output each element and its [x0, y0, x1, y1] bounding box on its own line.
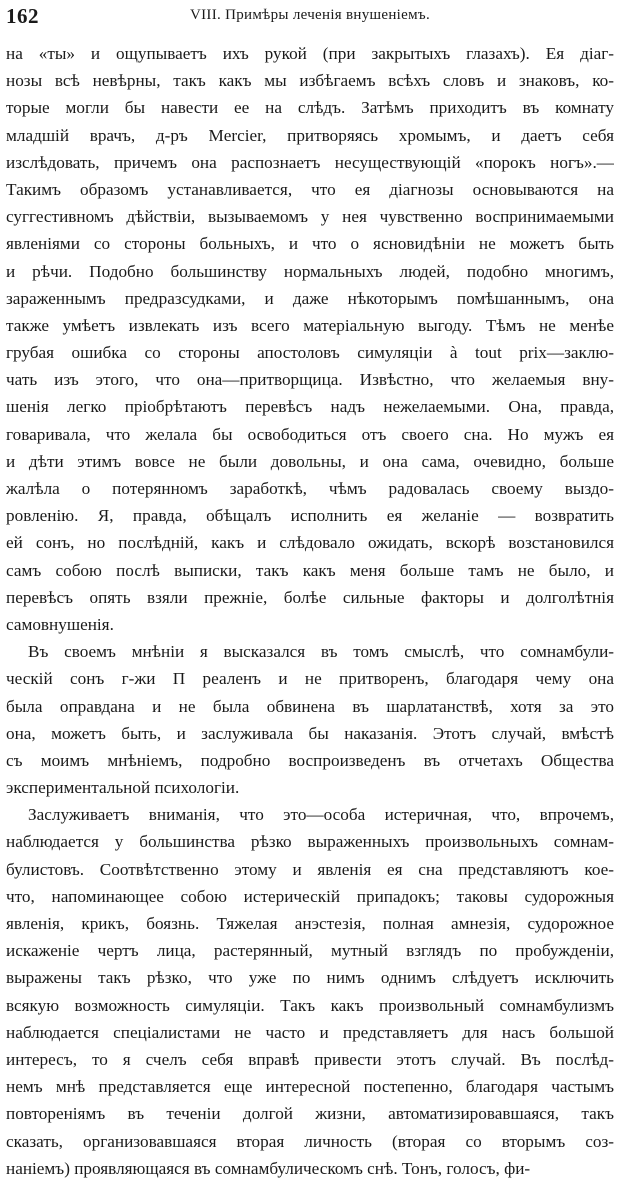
text-line: была оправдана и не была обвинена въ шарлатанствѣ, хотя за это — [6, 696, 614, 716]
text-line: жалѣла о потерянномъ заработкѣ, чѣмъ радовалась своему выздо- — [6, 479, 614, 498]
text-line: нозы всѣ невѣрны, такъ какъ мы избѣгаемъ всѣхъ словъ и знаковъ, ко- — [6, 71, 614, 91]
text-line: ей сонъ, но послѣдній, какъ и слѣдовало ожидать, вскорѣ возстановился — [6, 533, 614, 553]
text-line: изслѣдовать, причемъ она распознаетъ несуществующій «порокъ ногъ».— — [6, 152, 614, 172]
text-line: что, напоминающее собою истерическій припадокъ; таковы судорожныя — [6, 886, 614, 906]
text-line: ческій сонъ г-жи П реаленъ и не притворенъ, благодаря чему она — [6, 669, 614, 689]
text-line: наблюдается спеціалистами не часто и представляетъ для насъ большой — [6, 1022, 614, 1042]
text-line: явленія, крикъ, боязнь. Тяжелая анэстезія, полная амнезія, судорожное — [6, 914, 614, 933]
text-line: съ моимъ мнѣніемъ, подробно воспроизведенъ въ отчетахъ Общества — [6, 750, 614, 770]
text-line: самъ собою послѣ выписки, такъ какъ меня больше тамъ не было, и — [6, 560, 614, 580]
text-line: самовнушенія. — [6, 614, 114, 634]
text-line: говаривала, что желала бы освободиться отъ своего сна. Но мужъ ея — [6, 424, 614, 444]
text-line: наблюдается у большинства рѣзко выраженныхъ произвольныхъ сомнам- — [6, 832, 614, 852]
page-header — [6, 4, 614, 34]
text-line: выражены такъ рѣзко, что уже по нимъ однимъ слѣдуетъ исключить — [6, 968, 614, 988]
text-line: всякую возможность симуляціи. Такъ какъ произвольный сомнамбулизмъ — [6, 995, 614, 1015]
text-line: грубая ошибка со стороны апостоловъ симуляціи à tout prix—заклю- — [6, 343, 614, 363]
text-line: Заслуживаетъ вниманія, что это—особа истеричная, что, впрочемъ, — [28, 805, 614, 825]
text-line: шенія легко пріобрѣтаютъ перевѣсъ надъ нежелаемыми. Она, правда, — [6, 397, 614, 417]
text-line: и рѣчи. Подобно большинству нормальныхъ людей, подобно многимъ, — [6, 261, 614, 281]
text-line: ровленію. Я, правда, обѣщалъ исполнить ея желаніе — возвратить — [6, 506, 614, 526]
paragraph — [6, 638, 614, 801]
text-line: она, можетъ быть, и заслуживала бы наказанія. Этотъ случай, вмѣстѣ — [6, 723, 614, 743]
text-line: также умѣетъ извлекать изъ всего матеріальную выгоду. Тѣмъ не менѣе — [6, 315, 614, 335]
text-line: перевѣсъ опять взяли прежніе, болѣе сильные факторы и долголѣтнія — [6, 587, 614, 607]
text-line: младшій врачъ, д-ръ Mercier, притворяясь хромымъ, и даетъ себя — [6, 125, 614, 145]
text-line: немъ мнѣ представляется еще интересной постепенно, благодаря частымъ — [6, 1077, 614, 1097]
body-text — [6, 40, 614, 1182]
text-line: повтореніямъ въ теченіи долгой жизни, автоматизировавшаяся, такъ — [6, 1104, 614, 1124]
text-line: торые могли бы навести ее на слѣдъ. Затѣмъ приходитъ въ комнату — [6, 98, 614, 118]
text-line: и дѣти этимъ вовсе не были довольны, и она сама, очевидно, больше — [6, 451, 614, 471]
paragraph — [6, 801, 614, 1182]
text-line: суггестивномъ дѣйствіи, вызываемомъ у нея чувственно воспринимаемыми — [6, 207, 614, 227]
text-line: Такимъ образомъ устанавливается, что ея діагнозы основываются на — [6, 179, 614, 199]
text-line: явленіями со стороны больныхъ, и что о ясновидѣніи не можетъ быть — [6, 234, 614, 254]
text-line: Въ своемъ мнѣніи я высказался въ томъ смыслѣ, что сомнамбули- — [28, 642, 614, 662]
page-number: 162 — [6, 4, 39, 28]
text-line: экспериментальной психологіи. — [6, 778, 240, 798]
text-line: наніемъ) проявляющаяся въ сомнамбулическомъ снѣ. Тонъ, голосъ, фи- — [6, 1158, 531, 1178]
text-line: искаженіе чертъ лица, растерянный, мутный взглядъ по пробужденіи, — [6, 941, 614, 961]
text-line: на «ты» и ощупываетъ ихъ рукой (при закрытыхъ глазахъ). Ея діаг- — [6, 44, 614, 63]
paragraph — [6, 40, 614, 638]
text-line: зараженнымъ предразсудками, и даже нѣкоторымъ помѣшаннымъ, она — [6, 288, 614, 308]
running-head: VIII. Примѣры леченія внушеніемъ. — [189, 7, 431, 23]
text-line: булистовъ. Соотвѣтственно этому и явленія ея сна представляютъ кое- — [6, 859, 614, 879]
text-line: сказать, организовавшаяся вторая личность (вторая со вторымъ соз- — [6, 1131, 614, 1151]
text-line: чать изъ этого, что она—притворщица. Извѣстно, что желаемыя вну- — [6, 370, 614, 390]
text-line: интересъ, то я счелъ себя вправѣ привести этотъ случай. Въ послѣд- — [6, 1049, 614, 1069]
